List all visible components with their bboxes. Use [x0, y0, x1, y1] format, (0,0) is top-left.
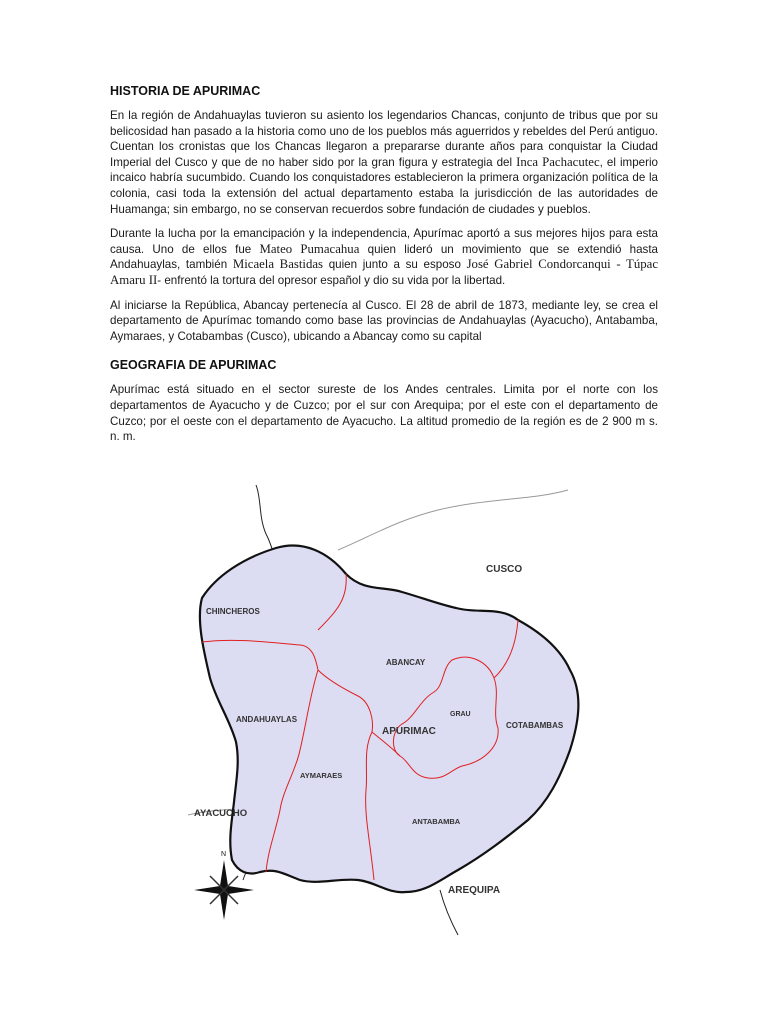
- label-antabamba: ANTABAMBA: [412, 817, 461, 826]
- history-p2-a: Durante la lucha por la emancipación y la independencia, Apurímac aportó a sus mejores hijos para esta causa. Uno de ellos fue: [110, 227, 658, 256]
- label-ayacucho: AYACUCHO: [194, 808, 248, 819]
- history-p2-d: - enfrentó la tortura del opresor español y dio su vida por la libertad.: [157, 273, 506, 287]
- history-p2-b: quien lideró un movimiento que se extendió hasta Andahuaylas, también: [110, 242, 658, 272]
- history-heading: HISTORIA DE APURIMAC: [110, 84, 261, 98]
- label-cusco: CUSCO: [486, 564, 523, 575]
- mateo-pumacahua-name: Mateo Pumacahua: [259, 241, 360, 256]
- apurimac-map: [188, 480, 588, 940]
- cusco-border-line: [338, 490, 568, 550]
- label-abancay: ABANCAY: [386, 658, 426, 667]
- history-paragraph-3: Al iniciarse la República, Abancay pertenecía al Cusco. El 28 de abril de 1873, mediante ley, se crea el departamento de Apurímac tomando como base las provincias de Andahuaylas (Ayacucho), Antabamba, Aymaraes, y Cotabambas (Cusco), ubicando a Abancay como su capital: [110, 298, 658, 343]
- label-grau: GRAU: [450, 711, 471, 718]
- history-paragraph-2: [110, 226, 658, 288]
- label-apurimac: APURIMAC: [382, 726, 436, 737]
- label-arequipa: AREQUIPA: [448, 885, 501, 896]
- article-body: [110, 84, 658, 454]
- history-p1-end: , el imperio incaico habría sucumbido. Cuando los conquistadores establecieron la primera organización política de la colonia, casi toda la extensión del actual departamento estaba la jurisdicción de las autoridades de Huamanga; sin embargo, no se conservan recuerdos sobre fundación de ciudades y pueblos.: [110, 155, 658, 216]
- geography-paragraph-1: Apurímac está situado en el sector sureste de los Andes centrales. Limita por el norte con los departamentos de Ayacucho y de Cuzco; por el sur con Arequipa; por el este con el departamento de Cuzco; por el oeste con el departamento de Ayacucho. La altitud promedio de la región es de 2 900 m s. n. m.: [110, 383, 658, 444]
- map-svg: [188, 480, 588, 940]
- micaela-bastidas-name: Micaela Bastidas: [232, 257, 324, 272]
- label-chincheros: CHINCHEROS: [206, 607, 260, 616]
- history-p1-text: En la región de Andahuaylas tuvieron su asiento los legendarios Chancas, conjunto de tribus que por su belicosidad han pasado a la historia como uno de los pueblos más aguerridos y rebeldes del Perú antiguo. Cuentan los cronistas que los Chancas llegaron a prepararse durante años para conquistar la Ciudad Imperial del Cusco y que de no haber sido por la gran figura y estrategia del: [110, 109, 658, 169]
- history-paragraph-1: [110, 108, 658, 217]
- history-p2-c: quien junto a su esposo: [323, 258, 467, 272]
- geography-heading: GEOGRAFIA DE APURIMAC: [110, 358, 277, 373]
- inca-pachacutec-name: Inca Pachacutec: [516, 154, 600, 169]
- tupac-amaru-name: José Gabriel Condorcanqui - Túpac Amaru II: [110, 257, 659, 287]
- label-cotabambas: COTABAMBAS: [506, 721, 564, 730]
- label-aymaraes: AYMARAES: [300, 771, 343, 780]
- label-andahuaylas: ANDAHUAYLAS: [236, 715, 298, 724]
- south-border-line: [440, 890, 458, 935]
- compass-north-label: N: [221, 851, 227, 858]
